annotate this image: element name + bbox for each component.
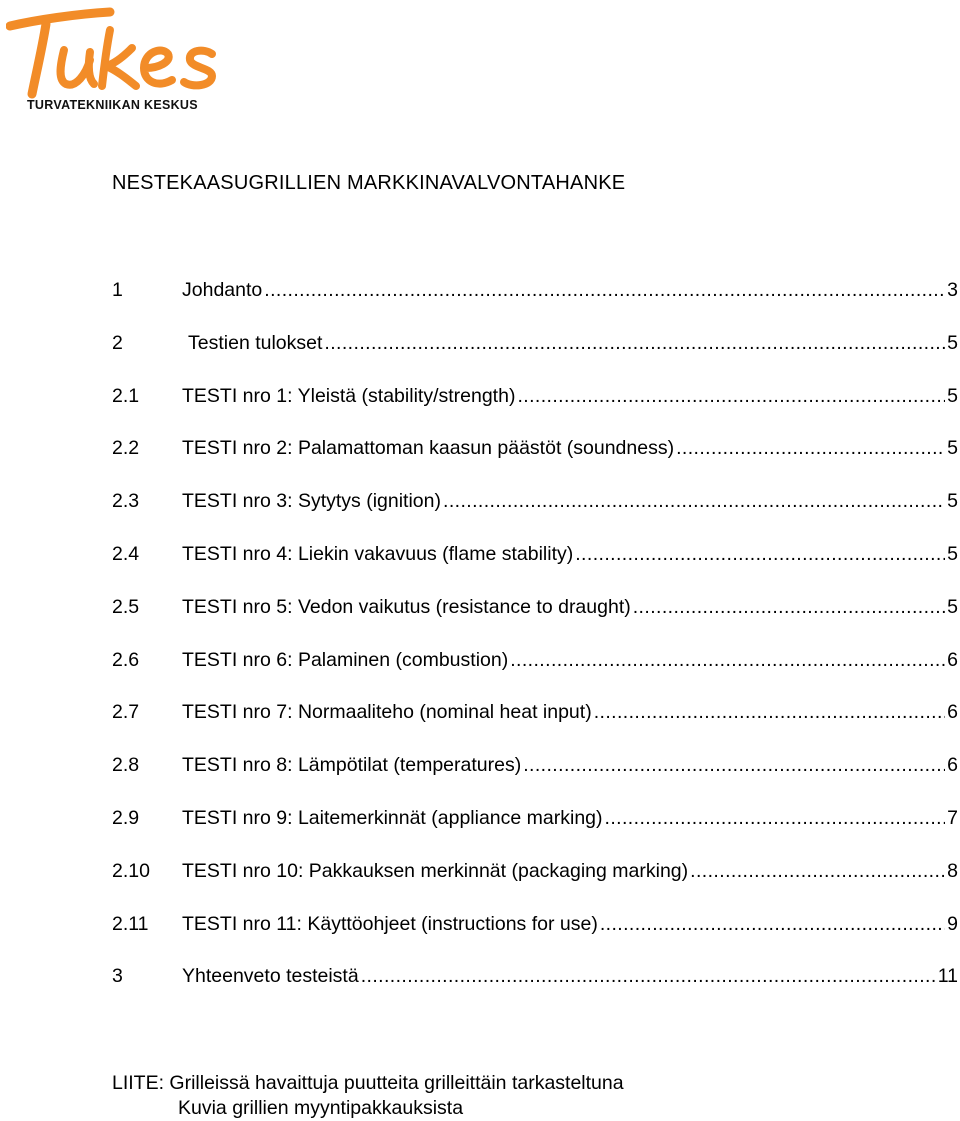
toc-entry-page: 3 [947,279,958,301]
toc-dot-leader [600,910,945,938]
toc-entry[interactable] [112,698,958,751]
toc-entry[interactable] [112,276,958,329]
appendix-line-2: Kuvia grillien myyntipakkauksista [178,1097,464,1119]
toc-entry-number: 2.10 [112,859,150,882]
toc-entry-number: 1 [112,279,123,301]
toc-entry-title: TESTI nro 8: Lämpötilat (temperatures) [182,754,522,777]
toc-entry-page: 5 [947,542,958,565]
toc-entry-title: Yhteenveto testeistä [182,965,359,988]
toc-entry[interactable] [112,857,958,910]
toc-entry-page: 6 [947,648,958,671]
toc-entry[interactable] [112,751,958,804]
toc-dot-leader [264,276,945,304]
toc-entry-number: 2.8 [112,754,140,777]
tukes-logo [6,4,226,114]
toc-entry-page: 7 [947,806,958,829]
toc-dot-leader [594,698,945,726]
toc-entry-title: TESTI nro 9: Laitemerkinnät (appliance marking) [182,806,603,829]
toc-entry[interactable] [112,487,958,540]
toc-entry-number: 2.4 [112,542,140,565]
appendix-note [112,1071,624,1121]
toc-entry-number: 2.1 [112,384,140,407]
toc-dot-leader [361,962,936,990]
toc-dot-leader [517,382,945,410]
logo-subtitle: TURVATEKNIIKAN KESKUS [27,98,198,112]
appendix-line-1: LIITE: Grilleissä havaittuja puutteita grilleittäin tarkasteltuna [112,1072,624,1094]
toc-entry-title: TESTI nro 3: Sytytys (ignition) [182,490,441,513]
toc-dot-leader [324,329,945,357]
toc-entry-page: 6 [947,754,958,777]
toc-entry[interactable] [112,646,958,699]
toc-dot-leader [510,646,945,674]
toc-entry-title: TESTI nro 2: Palamattoman kaasun päästöt (soundness) [182,437,675,460]
toc-dot-leader [443,487,945,515]
toc-entry-title: TESTI nro 11: Käyttöohjeet (instructions for use) [182,912,598,935]
toc-dot-leader [605,804,946,832]
toc-entry[interactable] [112,434,958,487]
toc-entry-page: 11 [937,965,958,988]
toc-entry-number: 2.11 [112,912,149,935]
toc-entry-page: 6 [947,701,958,724]
toc-entry-title: Testien tulokset [188,331,323,354]
toc-entry-page: 5 [947,595,958,618]
toc-entry-page: 5 [947,331,958,354]
toc-entry-page: 8 [947,859,958,882]
toc-entry[interactable] [112,382,958,435]
toc-entry-title: TESTI nro 5: Vedon vaikutus (resistance to draught) [182,595,631,618]
toc-entry-number: 2 [112,331,123,354]
toc-entry-page: 5 [947,437,958,460]
toc-entry[interactable] [112,329,958,382]
toc-dot-leader [690,857,945,885]
toc-entry-page: 5 [947,384,958,407]
toc-entry-number: 2.7 [112,701,140,724]
toc-entry[interactable] [112,910,958,963]
toc-entry-page: 5 [947,490,958,513]
toc-entry[interactable] [112,962,958,1015]
toc-entry-number: 3 [112,965,123,988]
toc-dot-leader [676,434,945,462]
tukes-logo-mark [6,4,226,104]
toc-entry[interactable] [112,540,958,593]
toc-entry-title: Johdanto [182,279,263,301]
toc-entry-number: 2.2 [112,437,140,460]
table-of-contents [112,276,958,1015]
toc-dot-leader [575,540,945,568]
toc-entry-number: 2.5 [112,595,140,618]
toc-entry-title: TESTI nro 6: Palaminen (combustion) [182,648,509,671]
toc-entry-number: 2.3 [112,490,140,513]
toc-entry-title: TESTI nro 1: Yleistä (stability/strength) [182,384,516,407]
toc-entry-title: TESTI nro 4: Liekin vakavuus (flame stability) [182,542,574,565]
toc-dot-leader [523,751,945,779]
toc-entry-number: 2.9 [112,806,140,829]
toc-entry[interactable] [112,804,958,857]
toc-entry-number: 2.6 [112,648,140,671]
toc-entry-title: TESTI nro 7: Normaaliteho (nominal heat input) [182,701,592,724]
toc-dot-leader [633,593,945,621]
toc-entry-page: 9 [947,912,958,935]
toc-entry[interactable] [112,593,958,646]
document-title: NESTEKAASUGRILLIEN MARKKINAVALVONTAHANKE [112,172,626,194]
toc-entry-title: TESTI nro 10: Pakkauksen merkinnät (packaging marking) [182,859,689,882]
